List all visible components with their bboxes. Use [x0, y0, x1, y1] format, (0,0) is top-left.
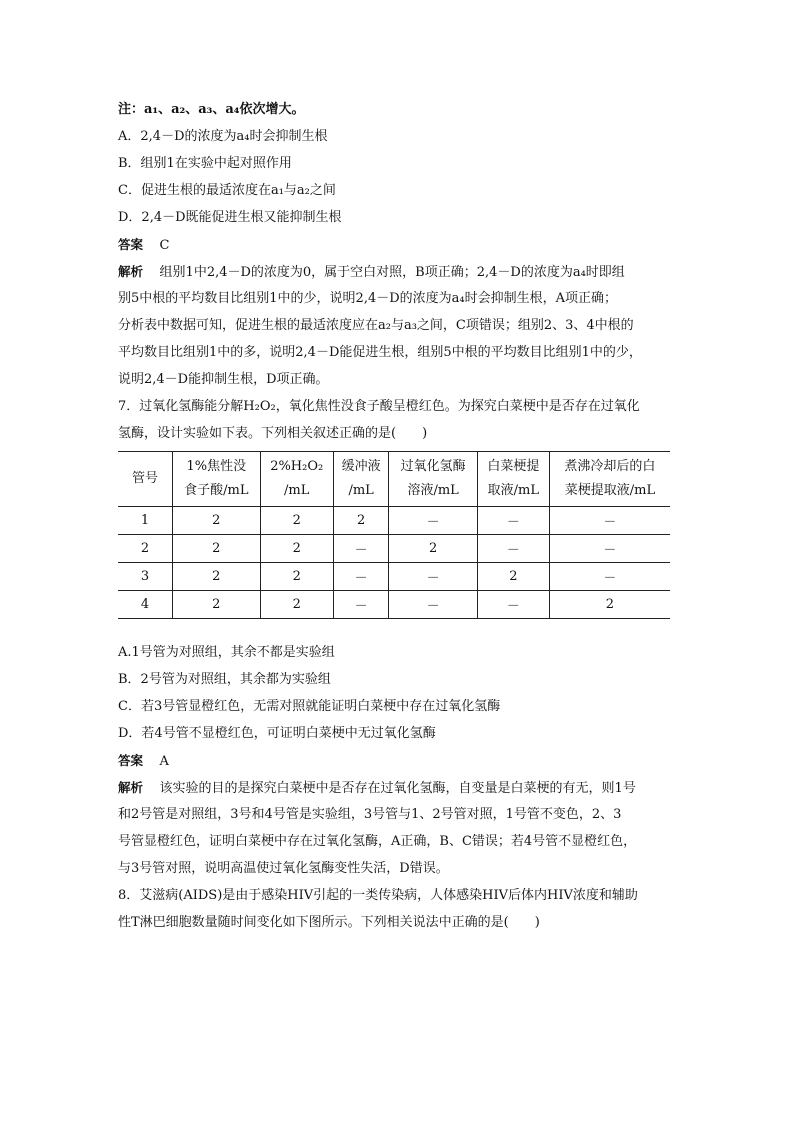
table-cell: － [549, 507, 670, 535]
q8-stem-line: 8．艾滋病(AIDS)是由于感染HIV引起的一类传染病，人体感染HIV后体内HIV浓度和辅助 [118, 888, 638, 903]
q6-answer [118, 231, 678, 258]
analysis-label: 解析 [118, 780, 144, 795]
answer-value: A [159, 754, 169, 769]
table-cell: 2 [173, 591, 261, 619]
header-cabbage-extract: 白菜梗提 取液/mL [477, 452, 549, 507]
analysis-line: 平均数目比组别1中的多，说明2,4－D能促进生根，组别5中根的平均数目比组别1中的少， [118, 345, 642, 360]
q7-option-b: B．2号管为对照组，其余都为实验组 [118, 672, 331, 687]
table-cell: 2 [477, 563, 549, 591]
header-buffer: 缓冲液 /mL [333, 452, 389, 507]
table-header-row [118, 452, 670, 507]
table-cell: － [389, 591, 477, 619]
q7-option-a: A.1号管为对照组，其余不都是实验组 [118, 645, 335, 660]
q6-option-d: D．2,4－D既能促进生根又能抑制生根 [118, 210, 342, 225]
table-cell: － [477, 535, 549, 563]
table-cell: 1 [118, 507, 173, 535]
table-cell: 2 [118, 535, 173, 563]
q8-section [118, 882, 678, 936]
table-note: 注：a₁、a₂、a₃、a₄依次增大。 [118, 102, 305, 117]
analysis-line: 说明2,4－D能抑制生根，D项正确。 [118, 372, 329, 387]
table-cell: 2 [260, 591, 333, 619]
q6-option-c: C．促进生根的最适浓度在a₁与a₂之间 [118, 183, 336, 198]
header-catalase: 过氧化氢酶 溶液/mL [389, 452, 477, 507]
table-cell: － [477, 591, 549, 619]
table-row [118, 507, 670, 535]
answer-label: 答案 [118, 237, 144, 252]
table-cell: 2 [260, 535, 333, 563]
table-cell: － [333, 563, 389, 591]
table-cell: － [333, 535, 389, 563]
table-cell: 4 [118, 591, 173, 619]
table-row [118, 535, 670, 563]
table-row [118, 563, 670, 591]
q7-section [118, 393, 678, 882]
table-cell: － [389, 563, 477, 591]
q8-stem-line: 性T淋巴细胞数量随时间变化如下图所示。下列相关说法中正确的是( ) [118, 915, 540, 930]
analysis-line: 该实验的目的是探究白菜梗中是否存在过氧化氢酶，自变量是白菜梗的有无，则1号 [159, 781, 636, 796]
analysis-line: 号管显橙红色，证明白菜梗中存在过氧化氢酶，A正确，B、C错误；若4号管不显橙红色， [118, 834, 637, 849]
answer-value: C [159, 238, 170, 253]
table-cell: 2 [389, 535, 477, 563]
header-h2o2: 2%H₂O₂ /mL [260, 452, 333, 507]
table-cell: 2 [173, 535, 261, 563]
table-cell: 3 [118, 563, 173, 591]
analysis-line: 和2号管是对照组，3号和4号管是实验组，3号管与1、2号管对照，1号管不变色，2、3 [118, 807, 622, 822]
table-cell: － [477, 507, 549, 535]
analysis-line: 分析表中数据可知，促进生根的最适浓度应在a₂与a₃之间，C项错误；组别2、3、4中根的 [118, 318, 634, 333]
header-pyrogallol: 1%焦性没 食子酸/mL [173, 452, 261, 507]
table-cell: 2 [173, 563, 261, 591]
table-cell: － [389, 507, 477, 535]
q6-section [118, 96, 678, 393]
document-page [118, 96, 678, 936]
table-row [118, 591, 670, 619]
header-boiled-extract: 煮沸冷却后的白 菜梗提取液/mL [549, 452, 670, 507]
q7-stem-line: 氢酶，设计实验如下表。下列相关叙述正确的是( ) [118, 426, 428, 441]
table-cell: － [549, 535, 670, 563]
table-cell: 2 [173, 507, 261, 535]
table-cell: 2 [333, 507, 389, 535]
experiment-table [118, 451, 670, 619]
q7-analysis [118, 774, 678, 882]
table-cell: 2 [549, 591, 670, 619]
q7-answer [118, 747, 678, 774]
analysis-label: 解析 [118, 264, 144, 279]
table-cell: 2 [260, 563, 333, 591]
q7-option-c: C．若3号管显橙红色，无需对照就能证明白菜梗中存在过氧化氢酶 [118, 699, 501, 714]
table-cell: 2 [260, 507, 333, 535]
analysis-line: 组别1中2,4－D的浓度为0，属于空白对照，B项正确；2,4－D的浓度为a₄时即组 [159, 265, 625, 280]
q6-analysis [118, 258, 678, 393]
analysis-line: 与3号管对照，说明高温使过氧化氢酶变性失活，D错误。 [118, 861, 449, 876]
q7-stem-line: 7．过氧化氢酶能分解H₂O₂，氧化焦性没食子酸呈橙红色。为探究白菜梗中是否存在过氧化 [118, 399, 640, 414]
answer-label: 答案 [118, 753, 144, 768]
header-tube-no: 管号 [131, 471, 158, 486]
q6-option-b: B．组别1在实验中起对照作用 [118, 156, 292, 171]
table-cell: － [549, 563, 670, 591]
q7-option-d: D．若4号管不显橙红色，可证明白菜梗中无过氧化氢酶 [118, 726, 436, 741]
table-cell: － [333, 591, 389, 619]
q6-option-a: A．2,4－D的浓度为a₄时会抑制生根 [118, 129, 328, 144]
analysis-line: 别5中根的平均数目比组别1中的少，说明2,4－D的浓度为a₄时会抑制生根，A项正确； [118, 291, 617, 306]
